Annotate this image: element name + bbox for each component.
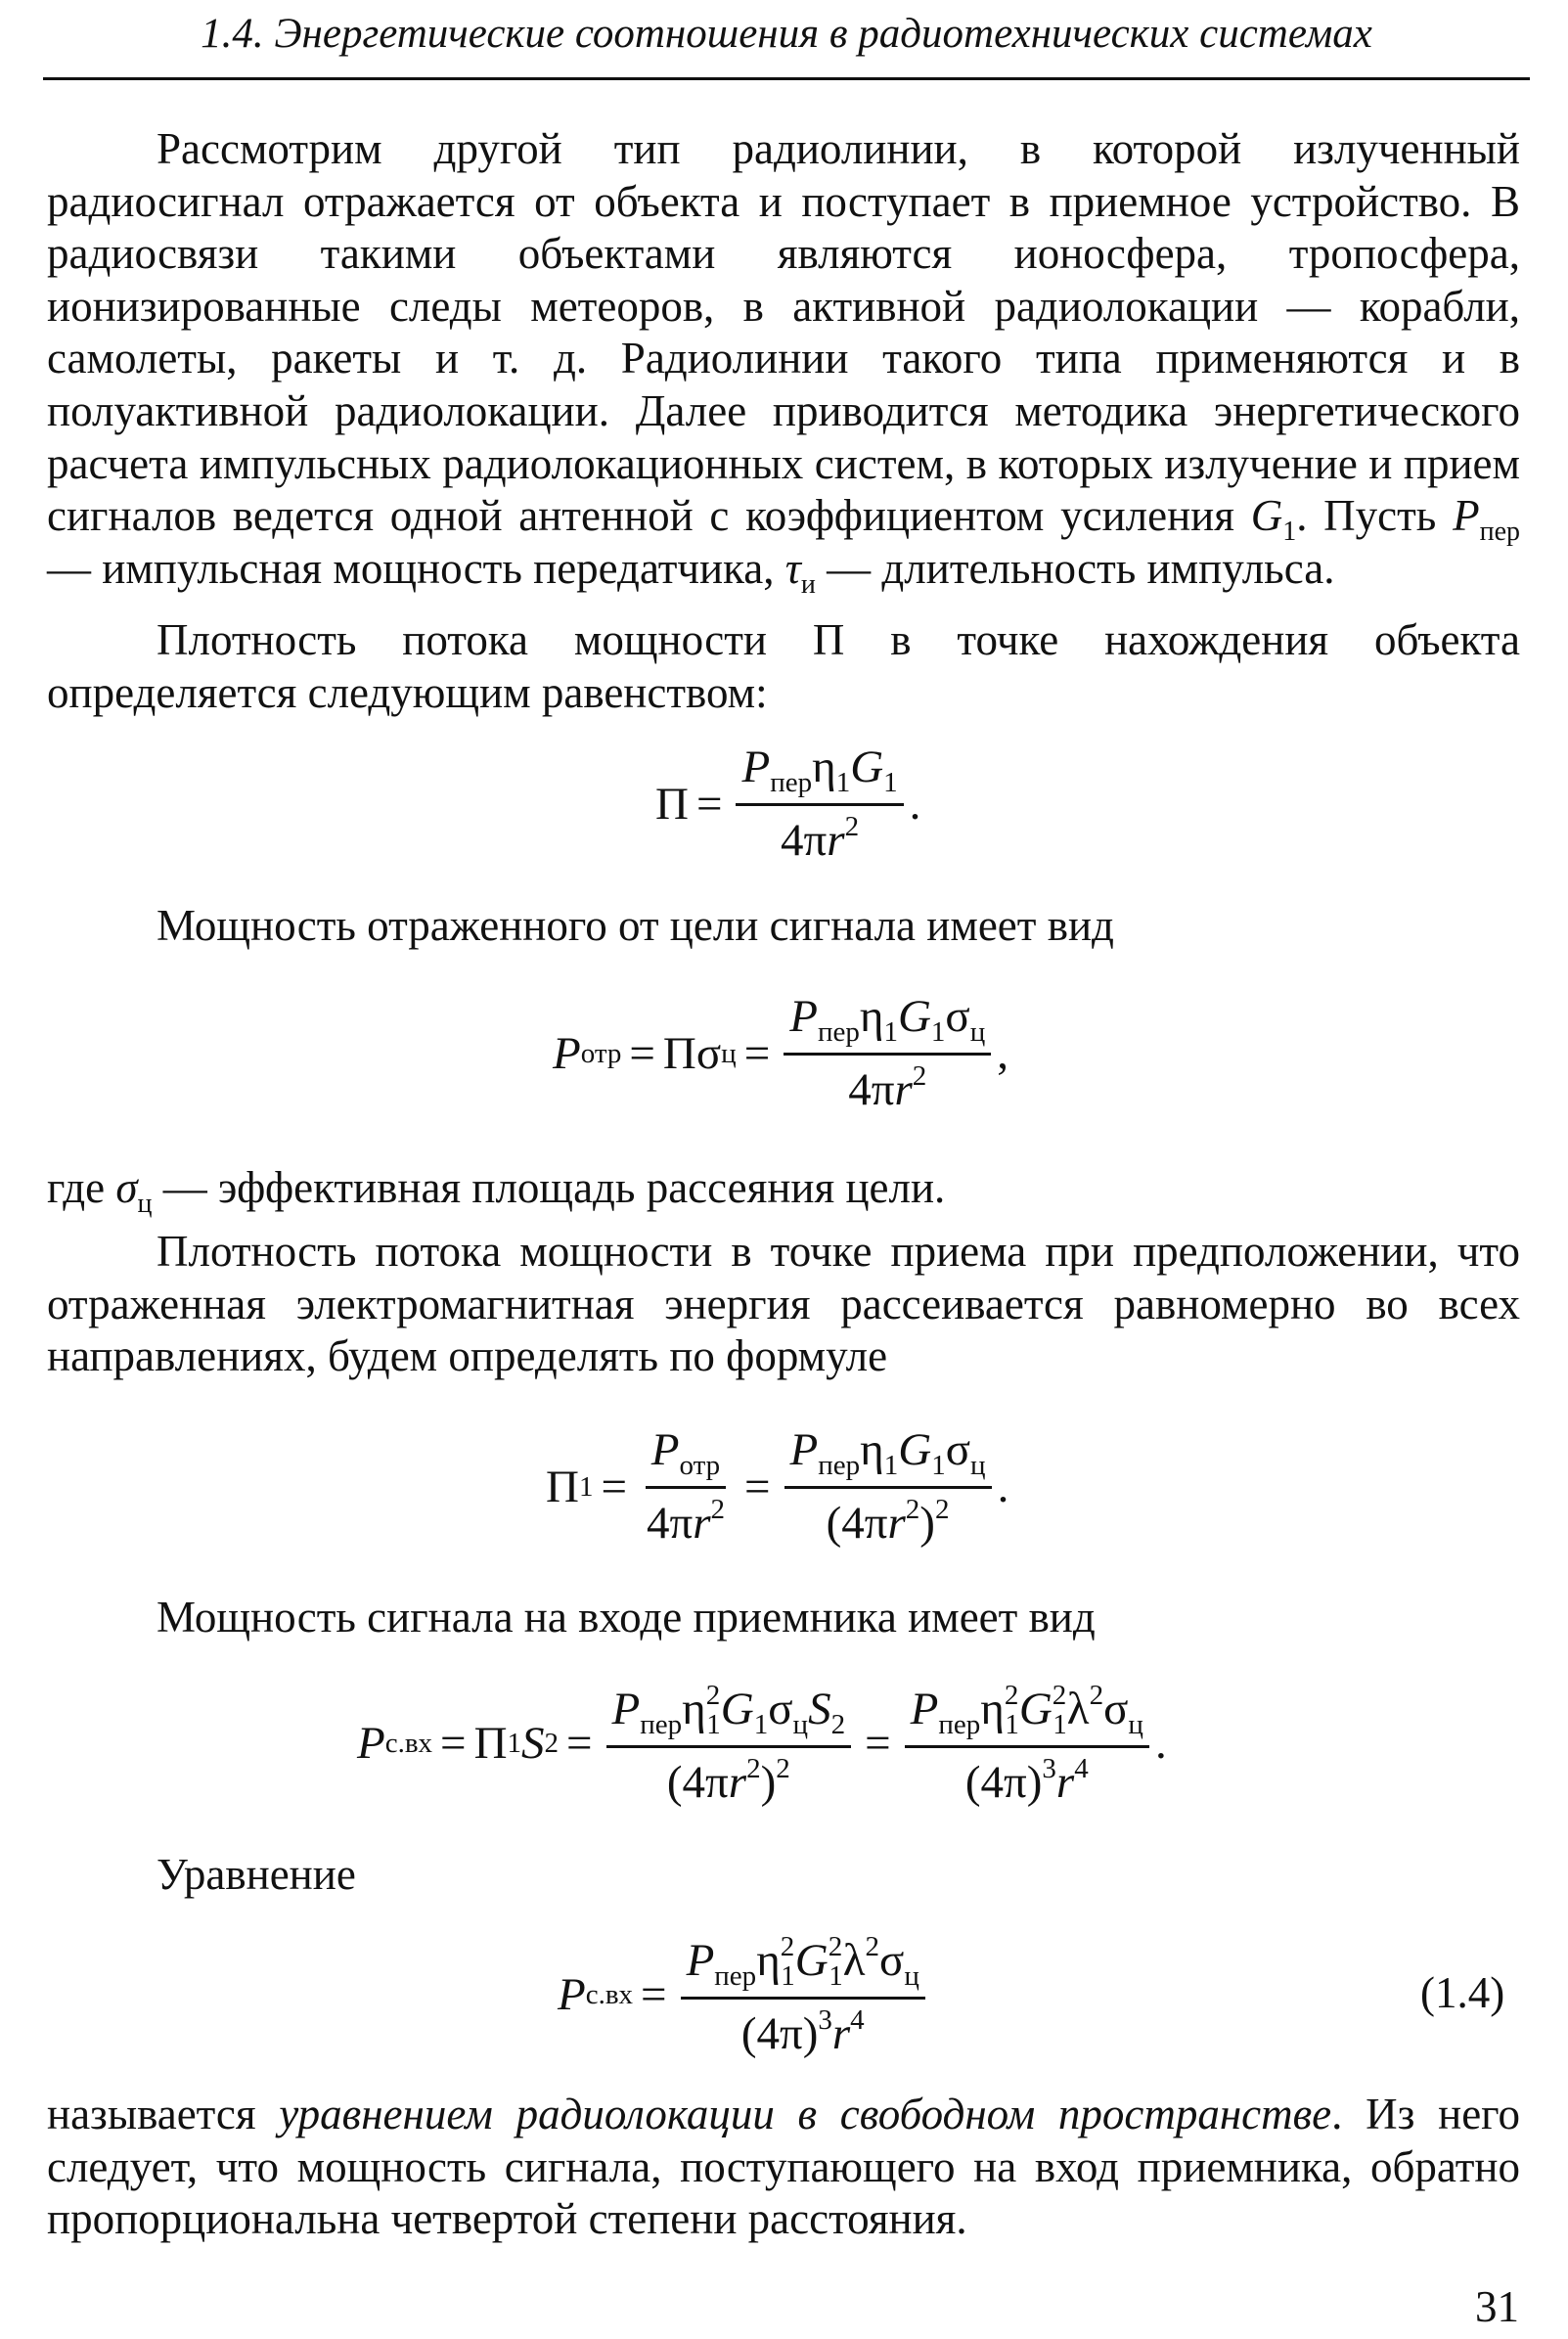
formula-receive-density: П 1 = $\frac{P_{отр}}{4\pi r^2}$ = $\frac{P_{пер}\eta_1G_1\sigma_ц}{(4\pi r^2)^2}$ . xyxy=(546,1424,1009,1550)
text-run: Рассмотрим другой тип радиолинии, в которой излученный радиосигнал отражается от объекта и поступает в приемное устройство. В радиосвязи такими объектами являются ионосфера, тропосфера, ионизированные следы метеоров, в активной радиолокации — корабли, самолеты, ракеты и т. д. Радиолинии такого типа применяются и в полуактивной радиолокации. Далее приводится методика энергетического расчета импульсных радиолокационных систем, в которых излучение и прием сигналов ведется одной антенной с коэффициентом усиления xyxy=(47,124,1520,541)
symbol-subscript: 1 xyxy=(1282,517,1297,548)
page-number: 31 xyxy=(1475,2282,1519,2331)
symbol-subscript: ц xyxy=(137,1189,153,1219)
paragraph-rcs-definition xyxy=(47,1162,1520,1219)
emphasized-term: уравнением радиолокации в свободном пространстве xyxy=(279,2090,1332,2138)
text-run: . Из него следует, что мощность сигнала, поступающего на вход приемника, обратно пропорциональна четвертой степени расстояния. xyxy=(47,2090,1520,2244)
header-rule xyxy=(43,77,1530,80)
text-run: . Пусть xyxy=(1296,491,1454,541)
paragraph-reflected-power: Мощность отраженного от цели сигнала имеет вид xyxy=(157,901,1114,950)
paragraph-equation-label: Уравнение xyxy=(157,1850,356,1899)
equation-number: (1.4) xyxy=(1420,1968,1505,2017)
formula-reflected-power: P отр = Пσ ц = $\frac{P_{пер}\eta_1G_1\sigma_ц}{4\pi r^2}$ , xyxy=(553,991,1009,1116)
symbol-p: P xyxy=(1453,491,1480,541)
paragraph-intro xyxy=(47,123,1520,600)
formula-flux-density: П = $\frac{P_{пер}\eta_1G_1}{4\pi r^2}$ . xyxy=(655,742,921,867)
symbol-subscript: и xyxy=(800,568,816,600)
paragraph-receive-density: Плотность потока мощности в точке приема при предположении, что отраженная электромагнитная энергия рассеивается равномерно во всех направлениях, будем определять по формуле xyxy=(47,1227,1520,1381)
text-run: — эффективная площадь рассеяния цели. xyxy=(152,1163,946,1212)
text-run: — импульсная мощность передатчика, xyxy=(47,543,785,593)
symbol-sigma: σ xyxy=(115,1163,138,1212)
paragraph-flux-density: Плотность потока мощности П в точке нахождения объекта определяется следующим равенством: xyxy=(47,615,1520,717)
paragraph-conclusion xyxy=(47,2089,1520,2246)
formula-radar-equation: P с.вх = $\frac{P_{пер}\eta^2_1G^2_1\lambda^2\sigma_ц}{(4\pi)^3r^4}$ xyxy=(558,1932,931,2059)
text-run: — длительность импульса. xyxy=(815,543,1335,593)
paragraph-receiver-power: Мощность сигнала на входе приемника имеет вид xyxy=(157,1593,1096,1642)
running-header: 1.4. Энергетические соотношения в радиотехнических системах xyxy=(201,11,1372,57)
symbol-tau: τ xyxy=(784,543,801,593)
symbol-subscript: пер xyxy=(1479,517,1520,548)
formula-receiver-power: P с.вх = П 1 S 2 = $\frac{P_{пер}\eta^2_1G_1\sigma_цS_2}{(4\pi r^2)^2}$ = $\frac{P_{пер}\eta^2_1G^2_1\lambda^2\sigma_ц}{(4\pi)^3r^4}$ . xyxy=(357,1680,1167,1809)
text-run: где xyxy=(47,1163,116,1212)
symbol-g: G xyxy=(1250,491,1283,541)
text-run: называется xyxy=(47,2090,280,2138)
